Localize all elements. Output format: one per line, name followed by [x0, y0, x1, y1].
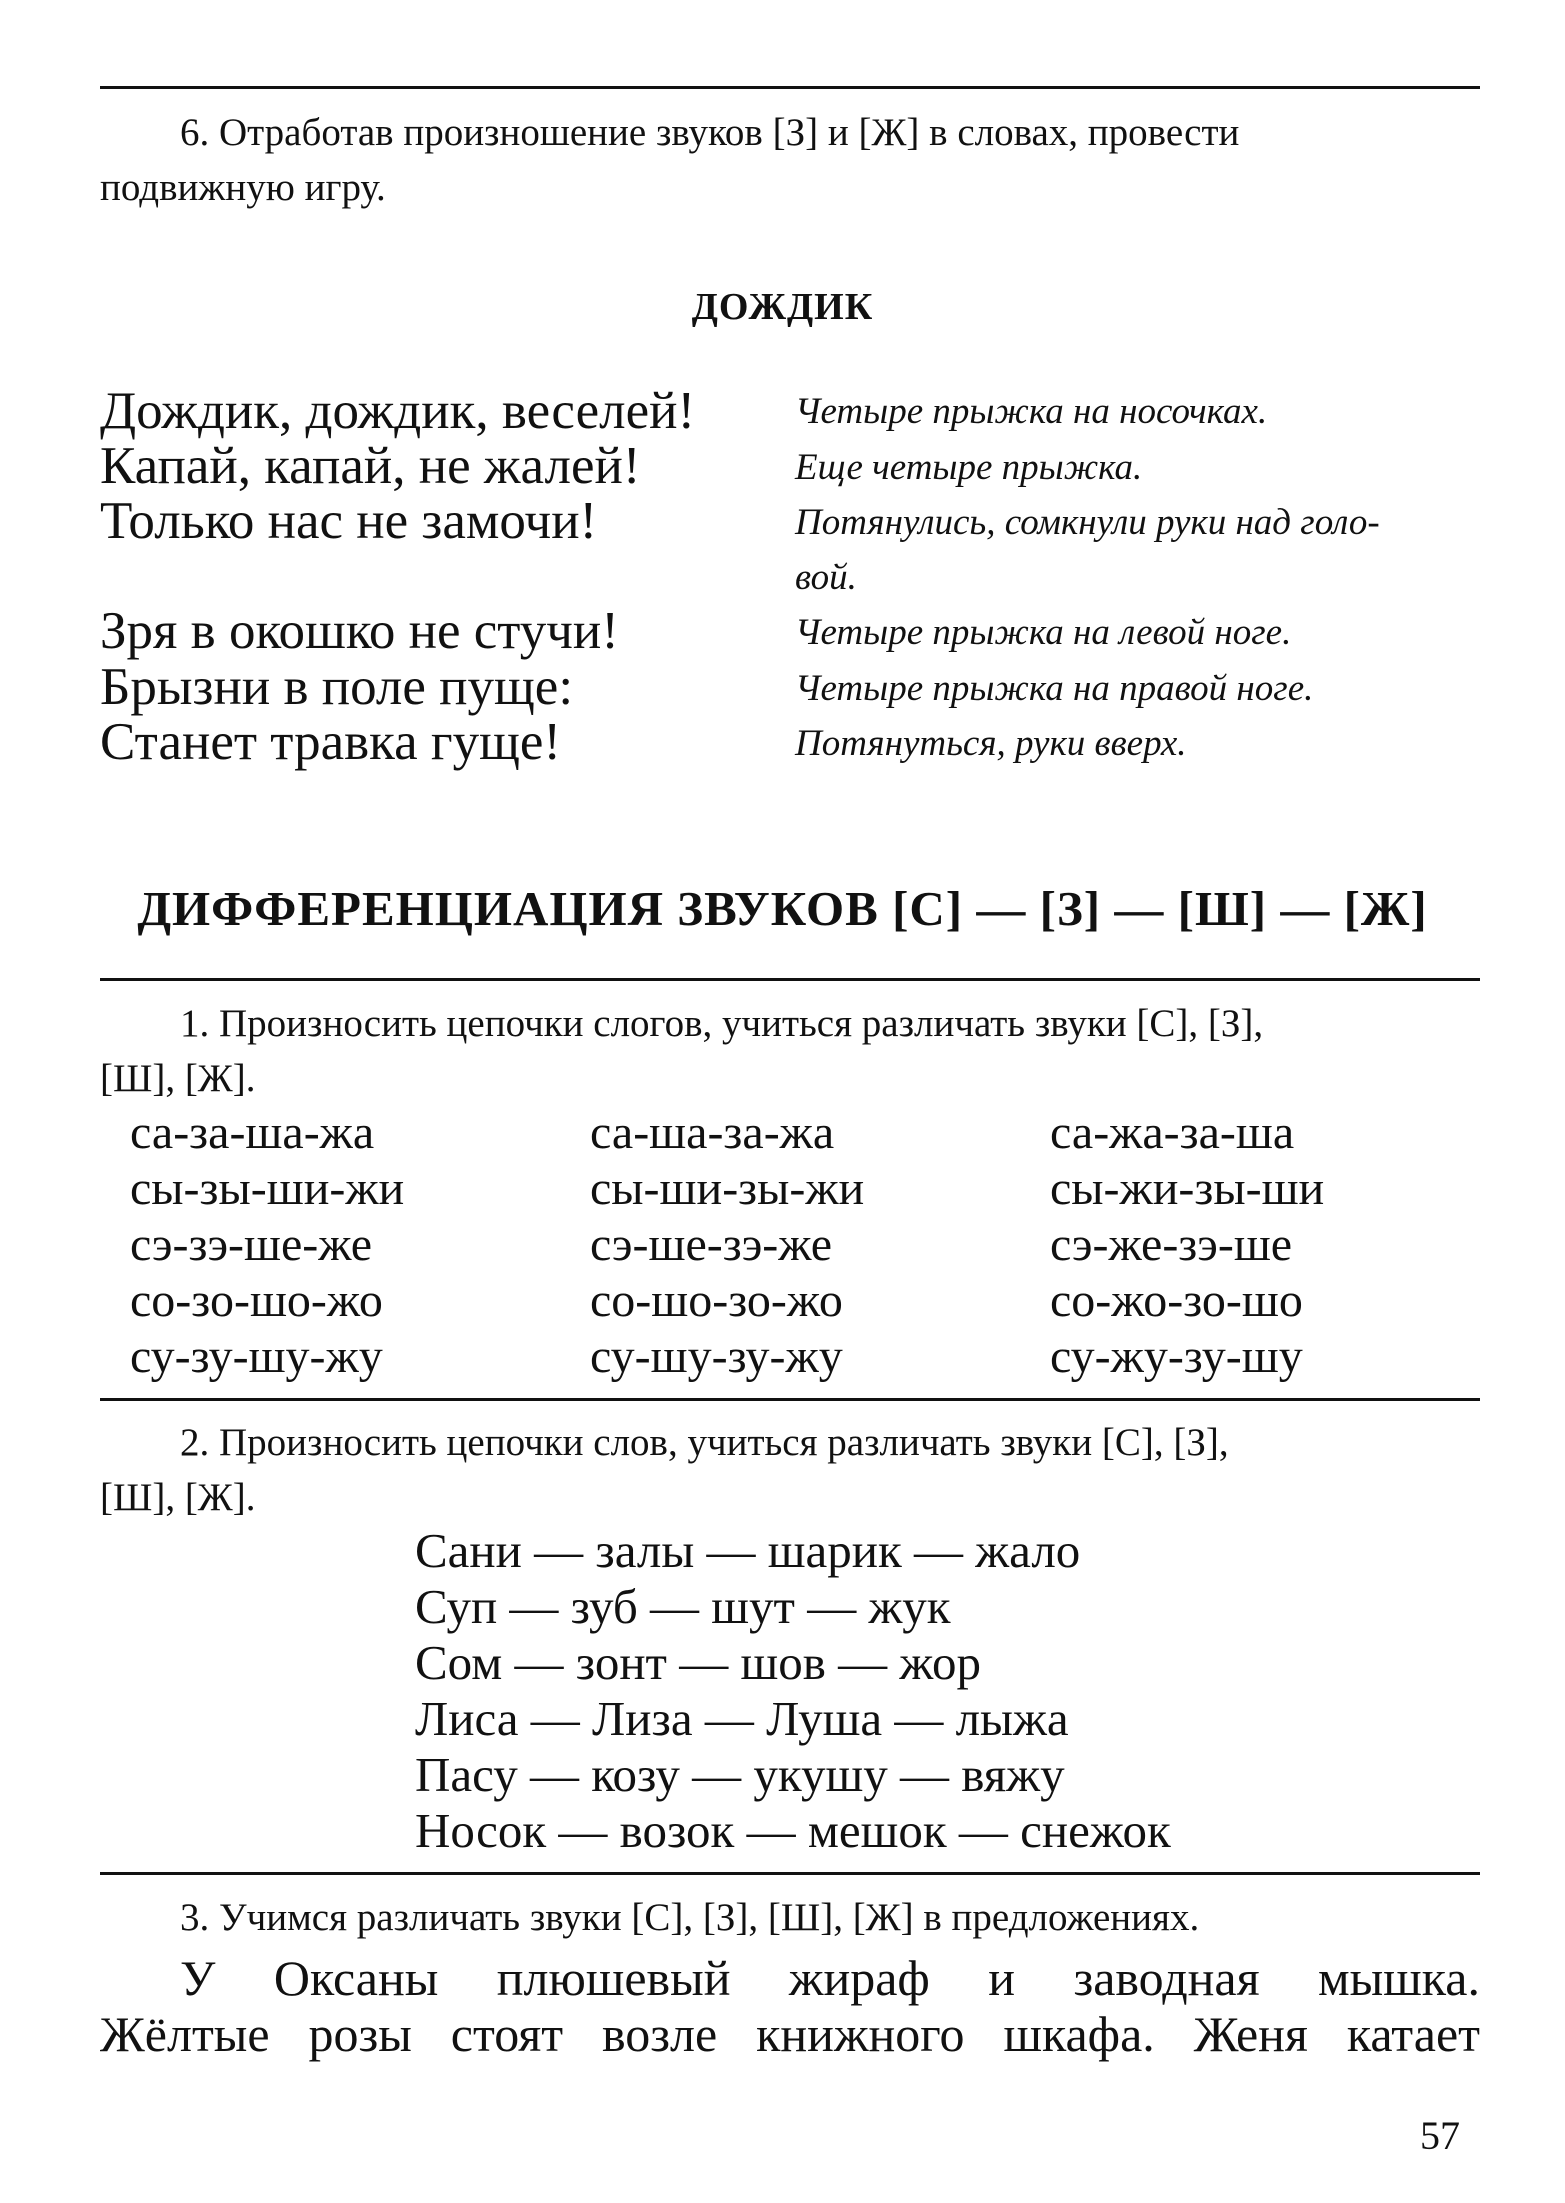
section-title: ДИФФЕРЕНЦИАЦИЯ ЗВУКОВ [С] — [З] — [Ш] — [Ж]: [137, 881, 1428, 936]
exercise-6-text: [100, 105, 1480, 215]
exercise-2-text: [100, 1415, 1480, 1525]
syllable-chain: су-зу-шу-жу: [130, 1330, 383, 1383]
poem-action: Четыре прыжка на носочках.: [795, 391, 1268, 432]
syllable-chain: со-шо-зо-жо: [590, 1274, 843, 1327]
syllable-chain: сы-зы-ши-жи: [130, 1162, 405, 1215]
exercise-3-sentences: [100, 1950, 1480, 2062]
word-chain: Пасу — козу — укушу — вяжу: [415, 1747, 1065, 1802]
syllable-chain: са-ша-за-жа: [590, 1106, 835, 1159]
poem-line: Станет травка гуще!: [100, 713, 562, 771]
poem-line: Капай, капай, не жалей!: [100, 437, 641, 495]
exercise-2-line-2: [Ш], [Ж].: [100, 1476, 256, 1519]
exercise-2-line-1: 2. Произносить цепочки слов, учиться различать звуки [С], [З],: [180, 1421, 1229, 1464]
syllable-chain: сэ-зэ-ше-же: [130, 1218, 373, 1271]
poem-line: Только нас не замочи!: [100, 492, 598, 550]
exercise-6-line-2: подвижную игру.: [100, 166, 386, 209]
syllable-chain: са-жа-за-ша: [1050, 1106, 1295, 1159]
exercise-2-rule: [100, 1872, 1480, 1875]
word-chain: Носок — возок — мешок — снежок: [415, 1803, 1171, 1858]
poem-action: вой.: [795, 557, 857, 598]
poem-action: Четыре прыжка на правой ноге.: [795, 668, 1314, 709]
syllable-chain: со-зо-шо-жо: [130, 1274, 383, 1327]
poem-action: Еще четыре прыжка.: [795, 447, 1143, 488]
syllable-chain: сы-ши-зы-жи: [590, 1162, 865, 1215]
sentence-line-1: У Оксаны плюшевый жираф и заводная мышка.: [180, 1950, 1480, 2006]
section-rule: [100, 978, 1480, 981]
sentence-line-2: Жёлтые розы стоят возле книжного шкафа. Женя катает: [100, 2006, 1480, 2062]
exercise-1-line-1: 1. Произносить цепочки слогов, учиться различать звуки [С], [З],: [180, 1002, 1264, 1045]
exercise-6-line-1: 6. Отработав произношение звуков [З] и [Ж] в словах, провести: [180, 111, 1240, 154]
poem-action: Четыре прыжка на левой ноге.: [795, 612, 1292, 653]
syllable-chain: со-жо-зо-шо: [1050, 1274, 1303, 1327]
poem-line: Брызни в поле пуще:: [100, 658, 574, 716]
top-rule: [100, 86, 1480, 89]
syllable-chain: сэ-ше-зэ-же: [590, 1218, 833, 1271]
syllable-chain: са-за-ша-жа: [130, 1106, 375, 1159]
poem-title: ДОЖДИК: [691, 286, 874, 328]
word-chain: Сом — зонт — шов — жор: [415, 1635, 981, 1690]
word-chain: Суп — зуб — шут — жук: [415, 1579, 951, 1634]
syllable-chain: сы-жи-зы-ши: [1050, 1162, 1325, 1215]
poem-line: Дождик, дождик, веселей!: [100, 382, 696, 440]
syllable-chain: су-шу-зу-жу: [590, 1330, 843, 1383]
poem-action: Потянулись, сомкнули руки над голо-: [795, 502, 1380, 543]
syllable-chain: сэ-же-зэ-ше: [1050, 1218, 1293, 1271]
page-number: 57: [1420, 2113, 1460, 2158]
word-chain: Сани — залы — шарик — жало: [415, 1523, 1081, 1578]
exercise-1-text: [100, 996, 1480, 1106]
exercise-1-rule: [100, 1398, 1480, 1401]
exercise-3-text: [100, 1890, 1480, 1945]
poem-action: Потянуться, руки вверх.: [795, 723, 1187, 764]
word-chain: Лиса — Лиза — Луша — лыжа: [415, 1691, 1069, 1746]
exercise-1-line-2: [Ш], [Ж].: [100, 1057, 256, 1100]
poem-line: Зря в окошко не стучи!: [100, 602, 619, 660]
syllable-chain: су-жу-зу-шу: [1050, 1330, 1303, 1383]
exercise-3-line-1: 3. Учимся различать звуки [С], [З], [Ш], [Ж] в предложениях.: [180, 1896, 1200, 1939]
